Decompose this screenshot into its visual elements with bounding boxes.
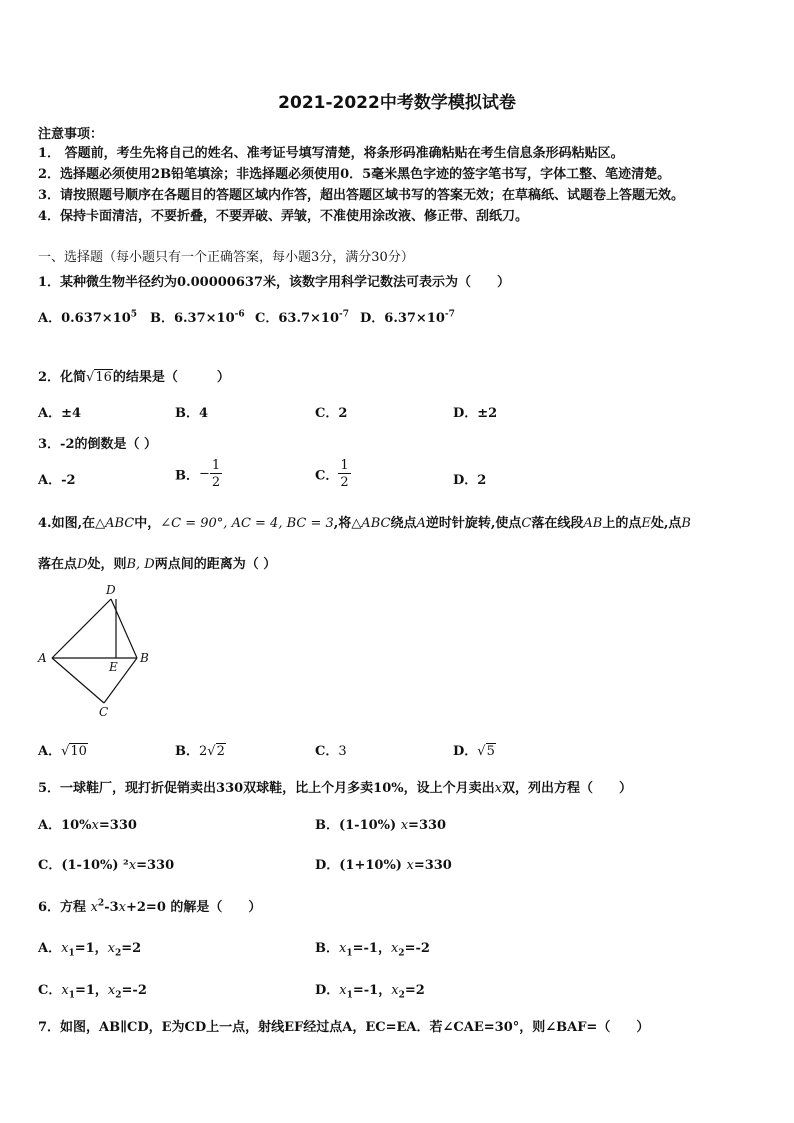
question-4-line-1: 4.如图,在△ABC中，∠C = 90°, AC = 4, BC = 3,将△ABC绕点A逆时针旋转,使点C落在线段AB上的点E处,点B xyxy=(38,516,691,531)
page-title: 2021-2022中考数学模拟试卷 xyxy=(278,93,516,113)
triangle-figure xyxy=(30,582,160,720)
segment-AD xyxy=(52,599,111,658)
label-B: B xyxy=(140,651,149,665)
q2-option-c: C．2 xyxy=(315,406,348,421)
question-3-stem: 3．-2的倒数是（ ） xyxy=(38,437,158,452)
question-2-stem: 2．化简√16的结果是（ ） xyxy=(38,370,230,385)
q3-option-a: A．-2 xyxy=(38,473,76,488)
label-A: A xyxy=(38,651,47,665)
q3-option-b: B．− $\frac{1}{2}$ xyxy=(175,458,221,490)
q1-option-a: A．$0.637\times 10^5$ xyxy=(38,309,138,326)
q1-option-d: D．$6.37\times 10^{-7}$ xyxy=(360,309,455,326)
label-E: E xyxy=(109,660,118,674)
q1-option-b: B．$6.37\times 10^{-6}$ xyxy=(150,309,245,326)
q4-option-b: B．2√2 xyxy=(175,744,225,759)
notice-item: 2．选择题必须使用2B铅笔填涂；非选择题必须使用0．5毫米黑色字迹的签字笔书写，字体工整、笔迹清楚。 xyxy=(38,167,671,182)
notice-item: 3．请按照题号顺序在各题目的答题区域内作答，超出答题区域书写的答案无效；在草稿纸、试题卷上答题无效。 xyxy=(38,188,685,203)
q3-option-d: D．2 xyxy=(453,473,487,488)
q5-option-a: A．10%x=330 xyxy=(38,818,137,833)
notice-item: 1． 答题前，考生先将自己的姓名、准考证号填写清楚，将条形码准确粘贴在考生信息条形码粘贴区。 xyxy=(38,146,624,161)
question-7-stem: 7．如图，AB∥CD，E为CD上一点，射线EF经过点A，EC=EA．若∠CAE=30°，则∠BAF=（ ） xyxy=(38,1020,650,1035)
q6-option-c: C．$x_1=1$，$x_2=-2$ xyxy=(38,983,147,1001)
question-6-stem: 6．方程 $x^2-3x+2=0$ 的解是（ ） xyxy=(38,898,262,915)
notice-item: 4．保持卡面清洁，不要折叠，不要弄破、弄皱，不准使用涂改液、修正带、刮纸刀。 xyxy=(38,209,529,224)
q5-option-d: D．(1+10%) x=330 xyxy=(315,858,452,873)
label-D: D xyxy=(106,583,116,597)
segment-AC xyxy=(52,658,104,703)
question-1-stem: 1．某种微生物半径约为0.00000637米，该数字用科学记数法可表示为（ ） xyxy=(38,275,510,290)
q6-option-a: A．$x_1=1$，$x_2=2$ xyxy=(38,941,142,959)
q2-option-d: D．±2 xyxy=(453,406,498,421)
q6-option-d: D．$x_1=-1$，$x_2=2$ xyxy=(315,983,425,1001)
q1-option-c: C．$63.7\times 10^{-7}$ xyxy=(255,309,349,326)
q5-option-b: B．(1-10%) x=330 xyxy=(315,818,447,833)
question-5-stem: 5．一球鞋厂，现打折促销卖出330双球鞋，比上个月多卖10%，设上个月卖出x双，列出方程（ ） xyxy=(38,781,632,796)
q3-option-c: C． $\frac{1}{2}$ xyxy=(315,458,349,490)
q4-option-a: A．√10 xyxy=(38,744,87,759)
q4-option-d: D．√5 xyxy=(453,744,495,759)
question-4-line-2: 落在点D处，则B, D两点间的距离为（ ） xyxy=(38,557,277,572)
notice-heading: 注意事项： xyxy=(38,127,104,142)
section-heading: 一、选择题（每小题只有一个正确答案，每小题3分，满分30分） xyxy=(38,250,414,265)
sqrt-expression: √16 xyxy=(86,370,112,385)
q6-option-b: B．$x_1=-1$，$x_2=-2$ xyxy=(315,941,430,959)
q4-option-c: C．3 xyxy=(315,744,347,759)
label-C: C xyxy=(99,705,109,719)
q2-option-a: A．±4 xyxy=(38,406,82,421)
segment-DB xyxy=(111,599,137,658)
q2-option-b: B．4 xyxy=(175,406,209,421)
q5-option-c: C．(1-10%) ²x=330 xyxy=(38,858,175,873)
